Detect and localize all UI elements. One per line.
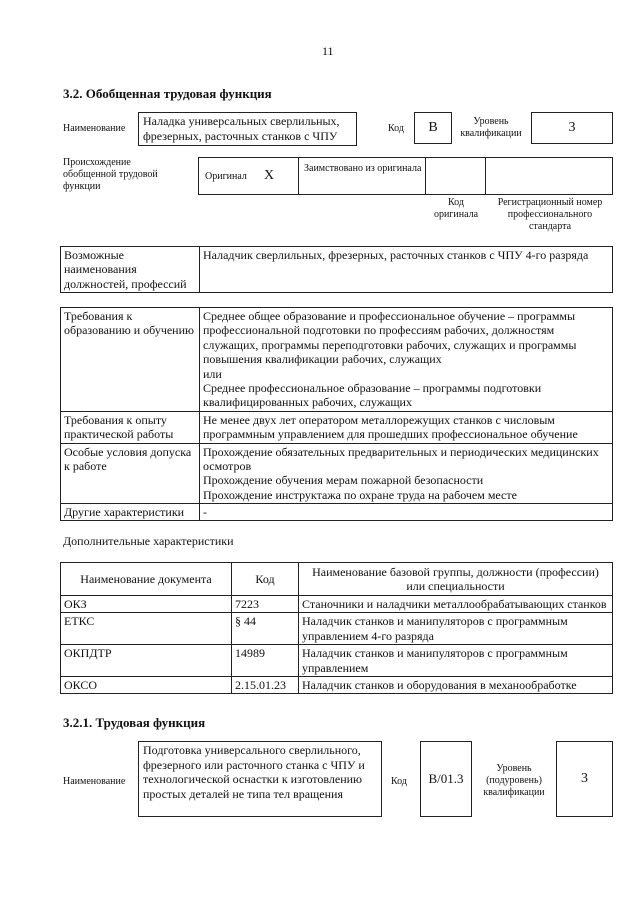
requirement-line: или	[203, 366, 222, 381]
requirement-label: Требования к образованию и обучению	[61, 308, 200, 412]
tf-level-value-field: 3	[556, 741, 613, 817]
subsection-heading: 3.2.1. Трудовая функция	[63, 715, 206, 730]
level-label: Уровень квалификации	[460, 116, 522, 139]
code-cell: 2.15.01.23	[232, 676, 299, 693]
column-header: Наименование документа	[61, 563, 232, 596]
function-name-field: Наладка универсальных сверлильных, фрезерных, расточных станков с ЧПУ	[138, 112, 357, 146]
doc-cell: ОКСО	[61, 676, 232, 693]
code-cell: 7223	[232, 596, 299, 613]
code-cell: § 44	[232, 613, 299, 645]
requirement-line: Прохождение обязательных предварительных и периодических медицинских осмотров	[203, 444, 599, 473]
level-value-field: 3	[531, 112, 613, 144]
tf-level-label: Уровень (подуровень) квалификации	[483, 763, 545, 798]
possible-names-value: Наладчик сверлильных, фрезерных, расточных станков с ЧПУ 4-го разряда	[200, 247, 613, 293]
name-cell: Наладчик станков и манипуляторов с программным управлением 4-го разряда	[299, 613, 613, 645]
section-heading: 3.2. Обобщенная трудовая функция	[63, 86, 272, 101]
table-row	[61, 613, 613, 645]
possible-names-table	[60, 246, 613, 293]
table-row	[61, 504, 613, 521]
requirement-value	[200, 443, 613, 504]
additional-heading: Дополнительные характеристики	[63, 534, 234, 548]
table-row	[61, 596, 613, 613]
tf-name-field: Подготовка универсального сверлильного, фрезерного или расточного станка с ЧПУ и технологической оснастки к изготовлению простых деталей не типа тел вращения	[138, 741, 382, 817]
doc-cell: ЕТКС	[61, 613, 232, 645]
requirement-line: Среднее общее образование и профессиональное обучение – программы профессиональной подготовки по профессиям рабочих, должностям служащих, программы переподготовки рабочих, служащих и программы повышения квалификации рабочих, служащих	[203, 309, 577, 367]
possible-names-label: Возможные наименования должностей, профессий	[61, 247, 200, 293]
name-cell: Наладчик станков и оборудования в механообработке	[299, 676, 613, 693]
requirement-label: Особые условия допуска к работе	[61, 443, 200, 504]
table-row	[61, 645, 613, 677]
table-row	[61, 411, 613, 443]
requirement-line: Прохождение обучения мерам пожарной безопасности	[203, 473, 484, 488]
code-value-field: B	[414, 112, 452, 144]
requirement-label: Другие характеристики	[61, 504, 200, 521]
doc-cell: ОКПДТР	[61, 645, 232, 677]
reg-number-caption: Регистрационный номер профессионального стандарта	[497, 197, 603, 232]
code-cell: 14989	[232, 645, 299, 677]
requirement-line: -	[203, 505, 207, 520]
tf-code-label: Код	[391, 776, 407, 787]
table-row	[61, 443, 613, 504]
column-header: Код	[232, 563, 299, 596]
requirement-value	[200, 504, 613, 521]
table-header-row	[61, 563, 613, 596]
name-label: Наименование	[63, 123, 126, 134]
origin-label: Происхождение обобщенной трудовой функции	[63, 157, 158, 192]
table-row	[61, 308, 613, 412]
borrowed-label: Заимствовано из оригинала	[304, 163, 422, 174]
original-label: Оригинал	[205, 171, 247, 182]
requirements-table	[60, 307, 613, 521]
code-original-caption: Код оригинала	[433, 197, 479, 220]
requirement-line: Среднее профессиональное образование – программы подготовки квалифицированных рабочих, служащих	[203, 380, 542, 410]
column-header: Наименование базовой группы, должности (профессии) или специальности	[299, 563, 613, 596]
requirement-line: Не менее двух лет оператором металлорежущих станков с числовым программным управлением для прошедших профессиональное обучение	[203, 412, 578, 442]
original-mark: X	[264, 168, 275, 183]
table-row	[61, 676, 613, 693]
requirement-line: Прохождение инструктажа по охране труда на рабочем месте	[203, 487, 517, 502]
tf-code-value-field: B/01.3	[420, 741, 472, 817]
name-cell: Наладчик станков и манипуляторов с программным управлением	[299, 645, 613, 677]
requirement-value	[200, 411, 613, 443]
page-number: 11	[322, 44, 334, 58]
doc-cell: ОКЗ	[61, 596, 232, 613]
code-label: Код	[388, 123, 404, 134]
tf-name-label: Наименование	[63, 776, 126, 787]
additional-table	[60, 562, 613, 694]
name-cell: Станочники и наладчики металлообрабатывающих станков	[299, 596, 613, 613]
requirement-label: Требования к опыту практической работы	[61, 411, 200, 443]
requirement-value	[200, 308, 613, 412]
